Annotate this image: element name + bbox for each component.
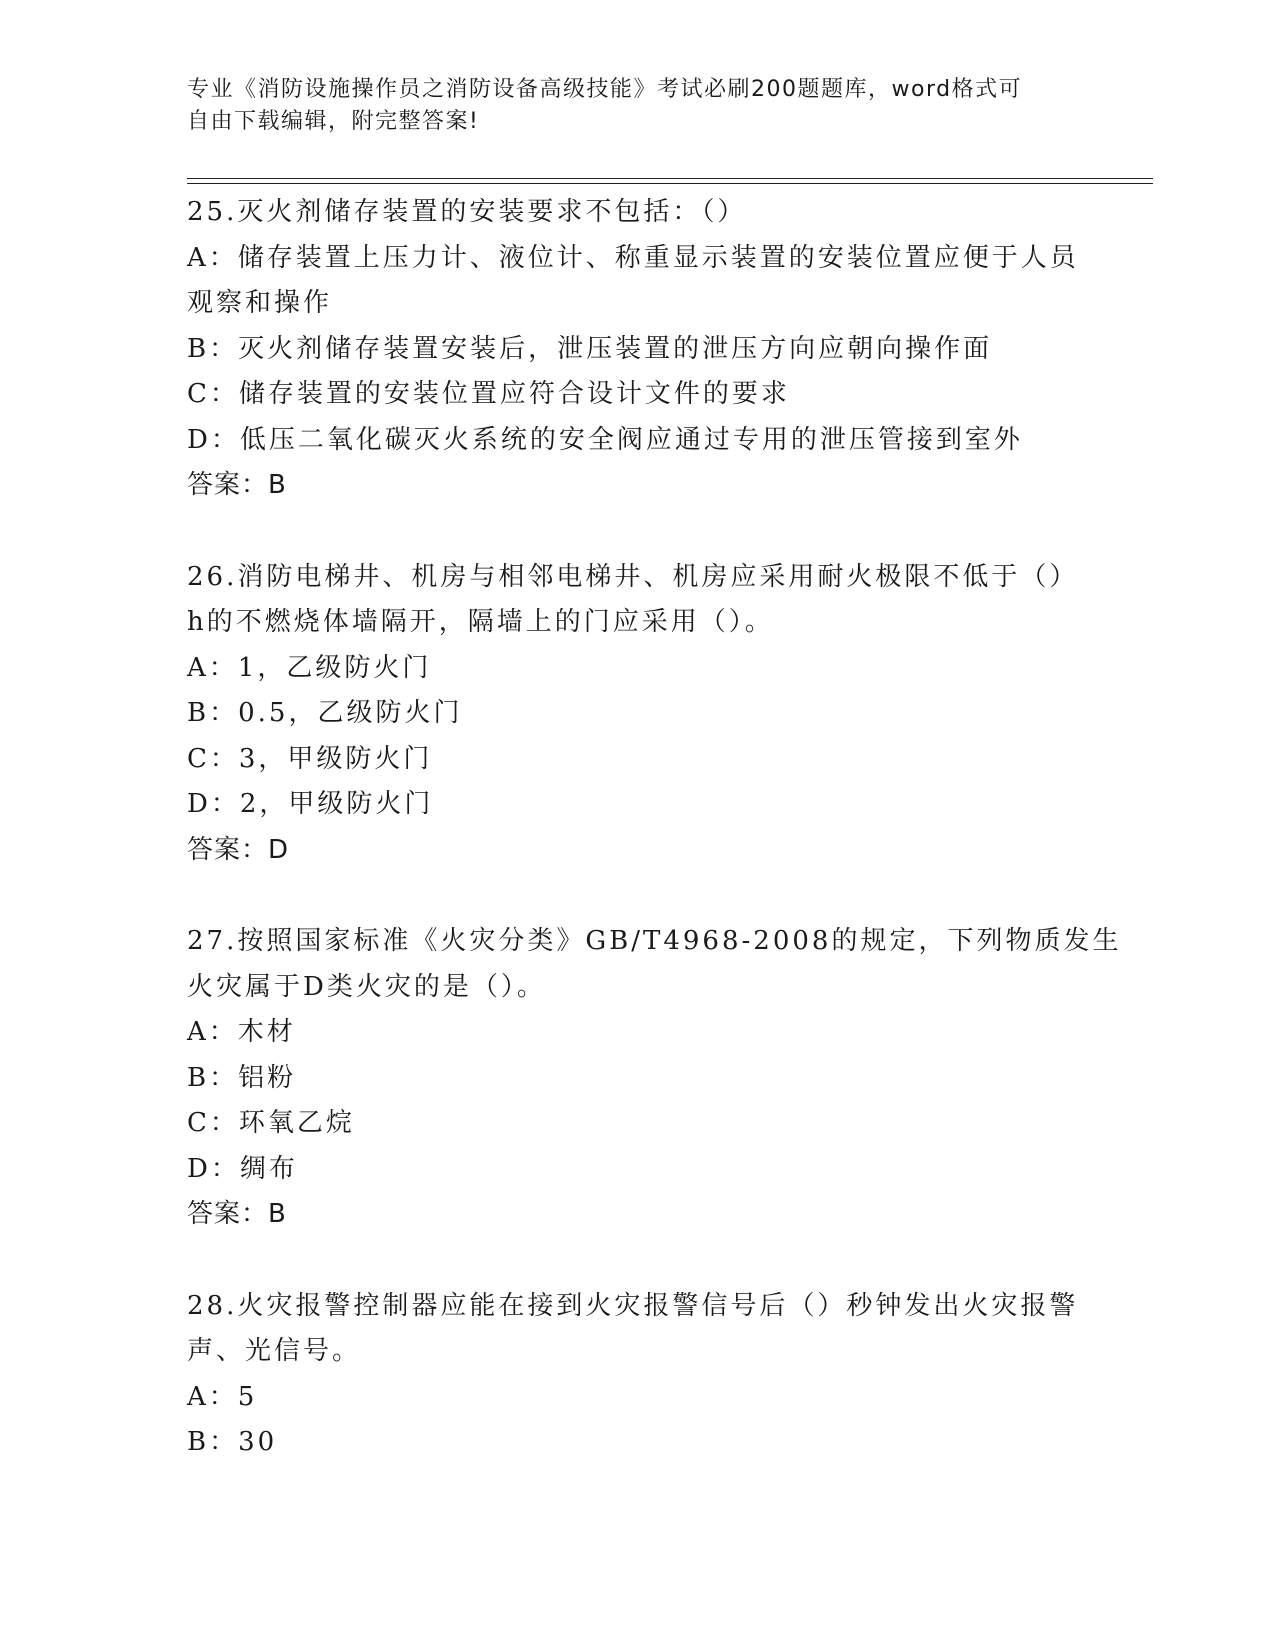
question-stem-continued: h的不燃烧体墙隔开，隔墙上的门应采用（）。 — [187, 607, 774, 637]
question-stem: 26.消防电梯井、机房与相邻电梯井、机房应采用耐火极限不低于（） — [187, 561, 1079, 592]
document-header — [187, 74, 1087, 138]
option-b: B：铝粉 — [187, 1062, 297, 1093]
answer-label: 答案：D — [187, 834, 290, 865]
question-stem: 25.灭火剂储存装置的安装要求不包括：（） — [187, 197, 747, 227]
option-a: A：1，乙级防火门 — [187, 652, 432, 683]
question-stem-continued: 声、光信号。 — [187, 1336, 362, 1366]
option-c: C：3，甲级防火门 — [187, 743, 433, 774]
option-b: B：30 — [187, 1427, 278, 1457]
option-d: D：低压二氧化碳灭火系统的安全阀应通过专用的泄压管接到室外 — [187, 424, 1023, 455]
option-b: B：0.5，乙级防火门 — [187, 698, 463, 728]
option-a-continued: 观察和操作 — [187, 288, 333, 318]
option-a: A：5 — [187, 1381, 258, 1412]
question-spacer — [187, 873, 1087, 919]
question-spacer — [187, 509, 1087, 555]
question-28 — [187, 1284, 1087, 1466]
option-a: A：储存装置上压力计、液位计、称重显示装置的安装位置应便于人员 — [187, 242, 1079, 273]
question-25 — [187, 190, 1087, 509]
answer-label: 答案：B — [187, 1199, 287, 1229]
question-26 — [187, 555, 1087, 874]
option-a: A：木材 — [187, 1017, 296, 1047]
question-spacer — [187, 1238, 1087, 1284]
option-d: D：绸布 — [187, 1153, 298, 1184]
header-line-2: 自由下载编辑，附完整答案! — [187, 109, 480, 134]
option-c: C：储存装置的安装位置应符合设计文件的要求 — [187, 379, 790, 409]
header-divider-bottom — [187, 183, 1153, 184]
header-line-1: 专业《消防设施操作员之消防设备高级技能》考试必刷200题题库，word格式可 — [187, 77, 1023, 102]
header-divider-top — [187, 178, 1153, 179]
question-stem: 28.火灾报警控制器应能在接到火灾报警信号后（）秒钟发出火灾报警 — [187, 1290, 1079, 1321]
question-27 — [187, 919, 1122, 1238]
question-stem-continued: 火灾属于D类火灾的是（）。 — [187, 971, 546, 1002]
option-c: C：环氧乙烷 — [187, 1108, 355, 1138]
option-d: D：2，甲级防火门 — [187, 789, 434, 819]
question-stem: 27.按照国家标准《火灾分类》GB/T4968-2008的规定，下列物质发生 — [187, 926, 1122, 956]
answer-label: 答案：B — [187, 470, 287, 500]
question-list — [187, 190, 1122, 1466]
option-b: B：灭火剂储存装置安装后，泄压装置的泄压方向应朝向操作面 — [187, 333, 993, 364]
